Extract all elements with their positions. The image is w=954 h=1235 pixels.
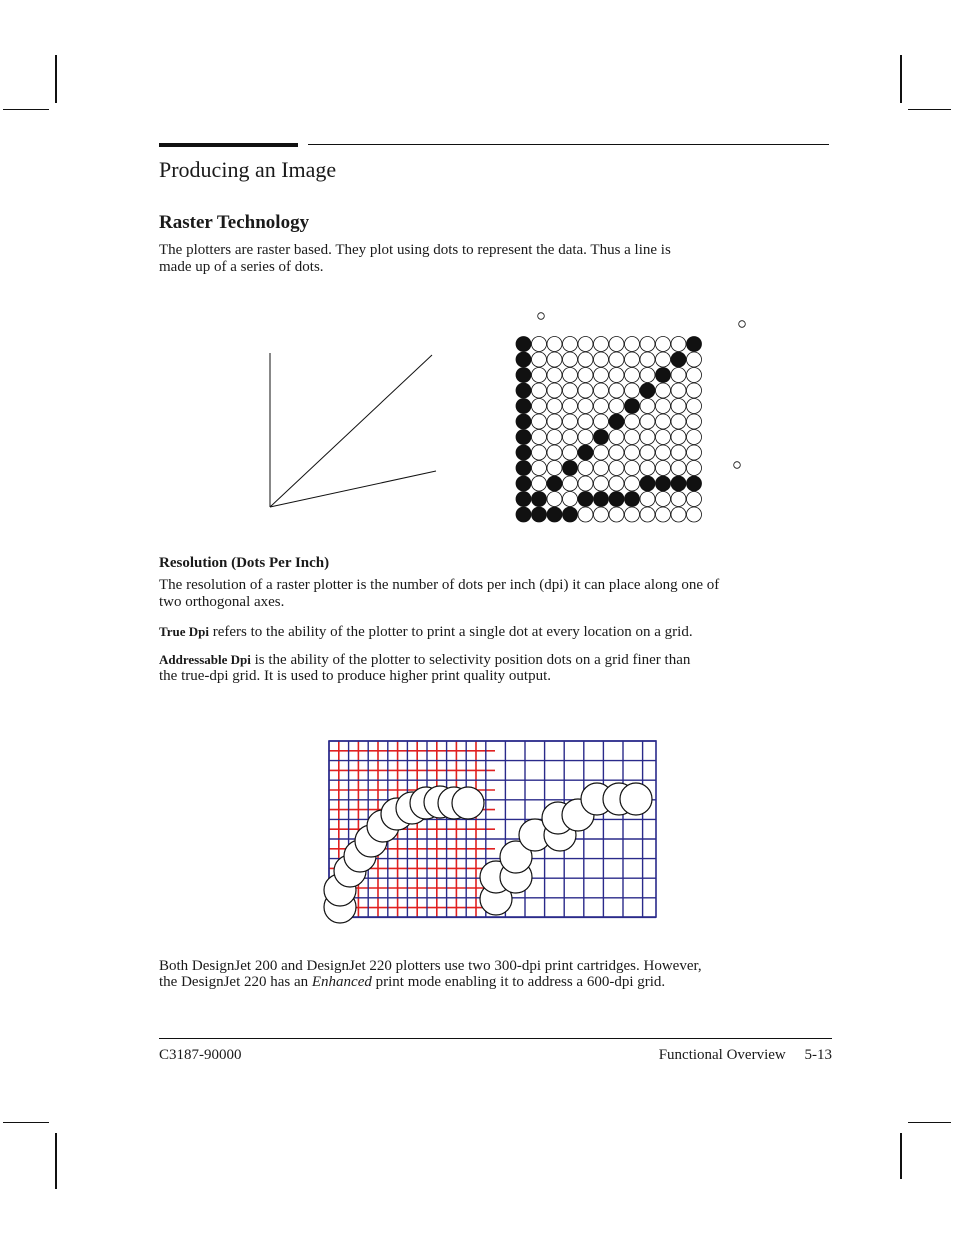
empty-dot: [563, 492, 578, 507]
crop-mark: [55, 55, 57, 103]
empty-dot: [687, 383, 702, 398]
empty-dot: [671, 445, 686, 460]
empty-dot: [578, 352, 593, 367]
crop-mark: [908, 109, 951, 110]
empty-dot: [687, 399, 702, 414]
empty-dot: [578, 507, 593, 522]
empty-dot: [547, 337, 562, 352]
empty-dot: [640, 461, 655, 476]
empty-dot: [609, 352, 624, 367]
empty-dot: [578, 461, 593, 476]
empty-dot: [625, 368, 640, 383]
empty-dot: [687, 445, 702, 460]
empty-dot: [656, 352, 671, 367]
empty-dot: [671, 399, 686, 414]
empty-dot: [578, 476, 593, 491]
crop-mark: [3, 1122, 49, 1123]
empty-dot: [671, 368, 686, 383]
filled-dot: [578, 445, 593, 460]
enhanced-term: Enhanced: [311, 974, 372, 990]
empty-dot: [609, 383, 624, 398]
empty-dot: [671, 414, 686, 429]
empty-dot: [687, 414, 702, 429]
footer-doc-number: C3187-90000: [159, 1047, 242, 1063]
empty-dot: [563, 352, 578, 367]
empty-dot: [532, 399, 547, 414]
empty-dot: [656, 414, 671, 429]
filled-dot: [563, 461, 578, 476]
filled-dot: [609, 492, 624, 507]
empty-dot: [625, 414, 640, 429]
empty-dot: [609, 399, 624, 414]
filled-dot: [640, 383, 655, 398]
empty-dot: [640, 430, 655, 445]
footer-chapter: Functional Overview: [658, 1047, 786, 1063]
empty-dot: [532, 368, 547, 383]
shallow-line: [270, 471, 436, 507]
footer-rule: [159, 1038, 832, 1039]
empty-dot: [594, 445, 609, 460]
empty-dot: [656, 337, 671, 352]
empty-dot: [594, 461, 609, 476]
empty-dot: [609, 507, 624, 522]
filled-dot: [687, 476, 702, 491]
empty-dot: [594, 399, 609, 414]
filled-dot: [625, 399, 640, 414]
empty-dot: [578, 430, 593, 445]
filled-dot: [594, 430, 609, 445]
empty-dot: [578, 383, 593, 398]
filled-dot: [516, 337, 531, 352]
empty-dot: [594, 352, 609, 367]
filled-dot: [656, 476, 671, 491]
true-dpi-text: refers to the ability of the plotter to print a single dot at every location on a grid.: [208, 624, 693, 640]
filled-dot: [547, 476, 562, 491]
empty-dot: [563, 430, 578, 445]
filled-dot: [687, 337, 702, 352]
empty-dot: [594, 507, 609, 522]
empty-dot: [640, 337, 655, 352]
filled-dot: [516, 476, 531, 491]
empty-dot: [563, 476, 578, 491]
empty-dot: [609, 476, 624, 491]
empty-dot: [547, 492, 562, 507]
empty-dot: [532, 430, 547, 445]
empty-dot: [625, 383, 640, 398]
empty-dot: [625, 337, 640, 352]
empty-dot: [578, 414, 593, 429]
footer-page-number: 5-13: [804, 1047, 832, 1063]
crop-mark: [908, 1122, 951, 1123]
empty-dot: [640, 414, 655, 429]
raster-heading: Raster Technology: [159, 212, 310, 233]
filled-dot: [547, 507, 562, 522]
empty-dot: [625, 461, 640, 476]
filled-dot: [656, 368, 671, 383]
empty-dot: [687, 352, 702, 367]
empty-dot: [687, 461, 702, 476]
addressable-grid-figure: [320, 735, 665, 930]
empty-dot: [594, 476, 609, 491]
empty-dot: [532, 414, 547, 429]
resolution-text-line2: two orthogonal axes.: [159, 594, 285, 610]
filled-dot: [532, 507, 547, 522]
resolution-heading: Resolution (Dots Per Inch): [159, 555, 330, 571]
filled-dot: [516, 399, 531, 414]
true-dpi-term: True Dpi: [159, 624, 209, 639]
filled-dot: [516, 414, 531, 429]
empty-dot: [609, 368, 624, 383]
crop-mark: [55, 1133, 57, 1189]
empty-dot: [671, 492, 686, 507]
empty-dot: [671, 383, 686, 398]
empty-dot: [547, 430, 562, 445]
filled-dot: [671, 352, 686, 367]
empty-dot: [578, 399, 593, 414]
empty-dot: [563, 399, 578, 414]
ink-dot: [620, 783, 652, 815]
registration-mark: [538, 313, 545, 320]
empty-dot: [609, 461, 624, 476]
empty-dot: [625, 445, 640, 460]
empty-dot: [609, 337, 624, 352]
empty-dot: [640, 352, 655, 367]
empty-dot: [640, 507, 655, 522]
empty-dot: [547, 399, 562, 414]
empty-dot: [532, 383, 547, 398]
raster-dot-grid-figure: [508, 305, 753, 525]
filled-dot: [516, 368, 531, 383]
empty-dot: [532, 445, 547, 460]
addressable-dpi-text-line2: the true-dpi grid. It is used to produce higher print quality output.: [159, 668, 552, 684]
empty-dot: [563, 337, 578, 352]
filled-dot: [578, 492, 593, 507]
header-rule-thin: [308, 144, 829, 145]
empty-dot: [640, 492, 655, 507]
empty-dot: [656, 445, 671, 460]
empty-dot: [656, 461, 671, 476]
filled-dot: [516, 352, 531, 367]
empty-dot: [640, 399, 655, 414]
empty-dot: [563, 414, 578, 429]
diagonal-line: [270, 355, 432, 507]
empty-dot: [609, 445, 624, 460]
crop-mark: [900, 55, 902, 103]
empty-dot: [625, 507, 640, 522]
header-rule-thick: [159, 143, 298, 147]
empty-dot: [656, 399, 671, 414]
empty-dot: [625, 476, 640, 491]
filled-dot: [594, 492, 609, 507]
filled-dot: [532, 492, 547, 507]
empty-dot: [532, 476, 547, 491]
registration-mark: [739, 321, 746, 328]
filled-dot: [516, 430, 531, 445]
filled-dot: [516, 461, 531, 476]
empty-dot: [671, 430, 686, 445]
filled-dot: [609, 414, 624, 429]
empty-dot: [594, 383, 609, 398]
addressable-dpi-paragraph: [159, 651, 690, 669]
filled-dot: [640, 476, 655, 491]
empty-dot: [532, 461, 547, 476]
empty-dot: [578, 337, 593, 352]
empty-dot: [671, 461, 686, 476]
vector-lines-figure: [265, 350, 440, 512]
empty-dot: [532, 352, 547, 367]
empty-dot: [640, 445, 655, 460]
filled-dot: [516, 507, 531, 522]
registration-mark: [734, 462, 741, 469]
footer-page-info: [659, 1047, 832, 1064]
closing-text-line1: Both DesignJet 200 and DesignJet 220 plotters use two 300-dpi print cartridges. However,: [159, 958, 702, 974]
filled-dot: [516, 383, 531, 398]
empty-dot: [671, 507, 686, 522]
raster-text-line1: The plotters are raster based. They plot using dots to represent the data. Thus a line is: [159, 242, 671, 258]
empty-dot: [563, 368, 578, 383]
empty-dot: [656, 383, 671, 398]
empty-dot: [547, 414, 562, 429]
empty-dot: [594, 337, 609, 352]
empty-dot: [547, 461, 562, 476]
filled-dot: [671, 476, 686, 491]
addressable-dpi-term: Addressable Dpi: [159, 652, 251, 667]
empty-dot: [687, 368, 702, 383]
empty-dot: [594, 368, 609, 383]
empty-dot: [563, 445, 578, 460]
filled-dot: [516, 492, 531, 507]
empty-dot: [578, 368, 593, 383]
empty-dot: [656, 430, 671, 445]
empty-dot: [594, 414, 609, 429]
filled-dot: [563, 507, 578, 522]
empty-dot: [625, 352, 640, 367]
empty-dot: [671, 337, 686, 352]
empty-dot: [563, 383, 578, 398]
crop-mark: [3, 109, 49, 110]
empty-dot: [687, 430, 702, 445]
empty-dot: [547, 445, 562, 460]
empty-dot: [640, 368, 655, 383]
empty-dot: [532, 337, 547, 352]
empty-dot: [656, 507, 671, 522]
raster-text-line2: made up of a series of dots.: [159, 259, 324, 275]
empty-dot: [609, 430, 624, 445]
empty-dot: [547, 383, 562, 398]
filled-dot: [625, 492, 640, 507]
empty-dot: [656, 492, 671, 507]
resolution-text-line1: The resolution of a raster plotter is the number of dots per inch (dpi) it can place along one of: [159, 577, 720, 593]
closing-text-line2: the DesignJet 220 has an Enhanced print mode enabling it to address a 600-dpi grid.: [159, 974, 666, 990]
true-dpi-paragraph: [159, 623, 693, 641]
addressable-dpi-text-line1: is the ability of the plotter to selectivity position dots on a grid finer than: [250, 652, 691, 668]
empty-dot: [687, 492, 702, 507]
empty-dot: [687, 507, 702, 522]
crop-mark: [900, 1133, 902, 1179]
section-title: Producing an Image: [159, 157, 337, 182]
ink-dot: [452, 787, 484, 819]
empty-dot: [547, 368, 562, 383]
empty-dot: [625, 430, 640, 445]
empty-dot: [547, 352, 562, 367]
filled-dot: [516, 445, 531, 460]
